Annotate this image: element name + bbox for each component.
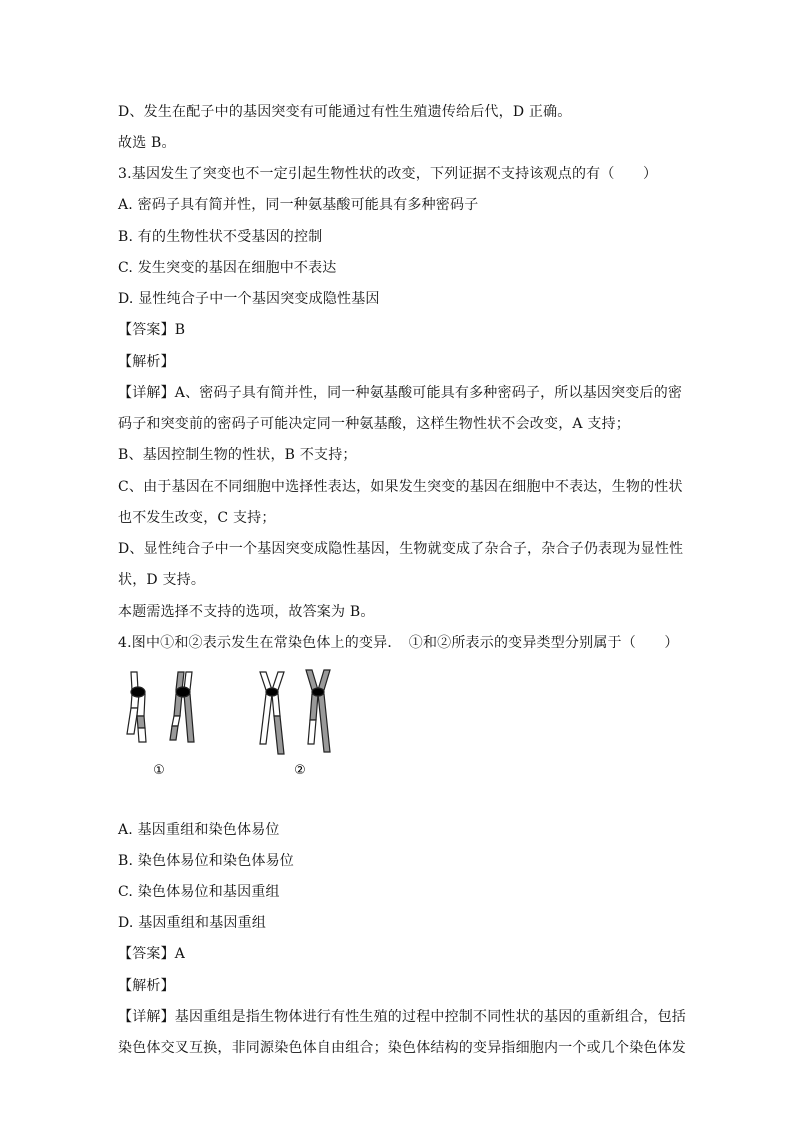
- text-line: B、基因控制生物的性状，B 不支持；: [118, 447, 357, 463]
- text-line: 码子和突变前的密码子可能决定同一种氨基酸，这样生物性状不会改变，A 支持；: [118, 416, 630, 432]
- question-3-option-a: A. 密码子具有简并性，同一种氨基酸可能具有多种密码子: [118, 197, 479, 213]
- text-line: 也不发生改变，C 支持；: [118, 510, 276, 526]
- text-line: 染色体交叉互换，非同源染色体自由组合；染色体结构的变异指细胞内一个或几个染色体发: [118, 1040, 686, 1056]
- question-3-option-b: B. 有的生物性状不受基因的控制: [118, 229, 323, 245]
- figure-label-1: ①: [153, 763, 165, 778]
- question-3-analysis-heading: 【解析】: [118, 354, 175, 370]
- text-line: 【详解】基因重组是指生物体进行有性生殖的过程中控制不同性状的基因的重新组合，包括: [118, 1009, 686, 1025]
- question-3-option-c: C. 发生突变的基因在细胞中不表达: [118, 260, 337, 276]
- question-3-option-d: D. 显性纯合子中一个基因突变成隐性基因: [118, 291, 380, 307]
- chromosome-diagram: [118, 664, 358, 780]
- question-3-answer: 【答案】B: [118, 322, 186, 338]
- figure-label-2: ②: [294, 763, 306, 778]
- text-line: 本题需选择不支持的选项，故答案为 B。: [118, 604, 375, 620]
- chromosome-1b: [170, 672, 194, 742]
- chromosome-1a: [127, 672, 146, 742]
- text-line: D、发生在配子中的基因突变有可能通过有性生殖遗传给后代，D 正确。: [118, 104, 572, 120]
- question-4-answer: 【答案】A: [118, 946, 186, 962]
- text-line: 故选 B。: [118, 135, 176, 151]
- text-line: D、显性纯合子中一个基因突变成隐性基因，生物就变成了杂合子，杂合子仍表现为显性性: [118, 541, 684, 557]
- question-4-analysis-heading: 【解析】: [118, 978, 175, 994]
- question-4-option-b: B. 染色体易位和染色体易位: [118, 853, 294, 869]
- question-4-option-d: D. 基因重组和基因重组: [118, 915, 267, 931]
- text-line: C、由于基因在不同细胞中选择性表达，如果发生突变的基因在细胞中不表达，生物的性状: [118, 479, 683, 495]
- chromosome-figure: [118, 664, 358, 780]
- question-4-option-a: A. 基因重组和染色体易位: [118, 822, 280, 838]
- question-4-stem: 4.图中①和②表示发生在常染色体上的变异． ①和②所表示的变异类型分别属于（ ）: [118, 635, 679, 651]
- chromosome-2b: [306, 670, 330, 752]
- text-line: 状，D 支持。: [118, 572, 206, 588]
- question-4-option-c: C. 染色体易位和基因重组: [118, 884, 280, 900]
- chromosome-2a: [260, 672, 284, 754]
- question-3-stem: 3.基因发生了突变也不一定引起生物性状的改变，下列证据不支持该观点的有（ ）: [118, 166, 658, 182]
- text-line: 【详解】A、密码子具有简并性，同一种氨基酸可能具有多种密码子，所以基因突变后的密: [118, 385, 683, 401]
